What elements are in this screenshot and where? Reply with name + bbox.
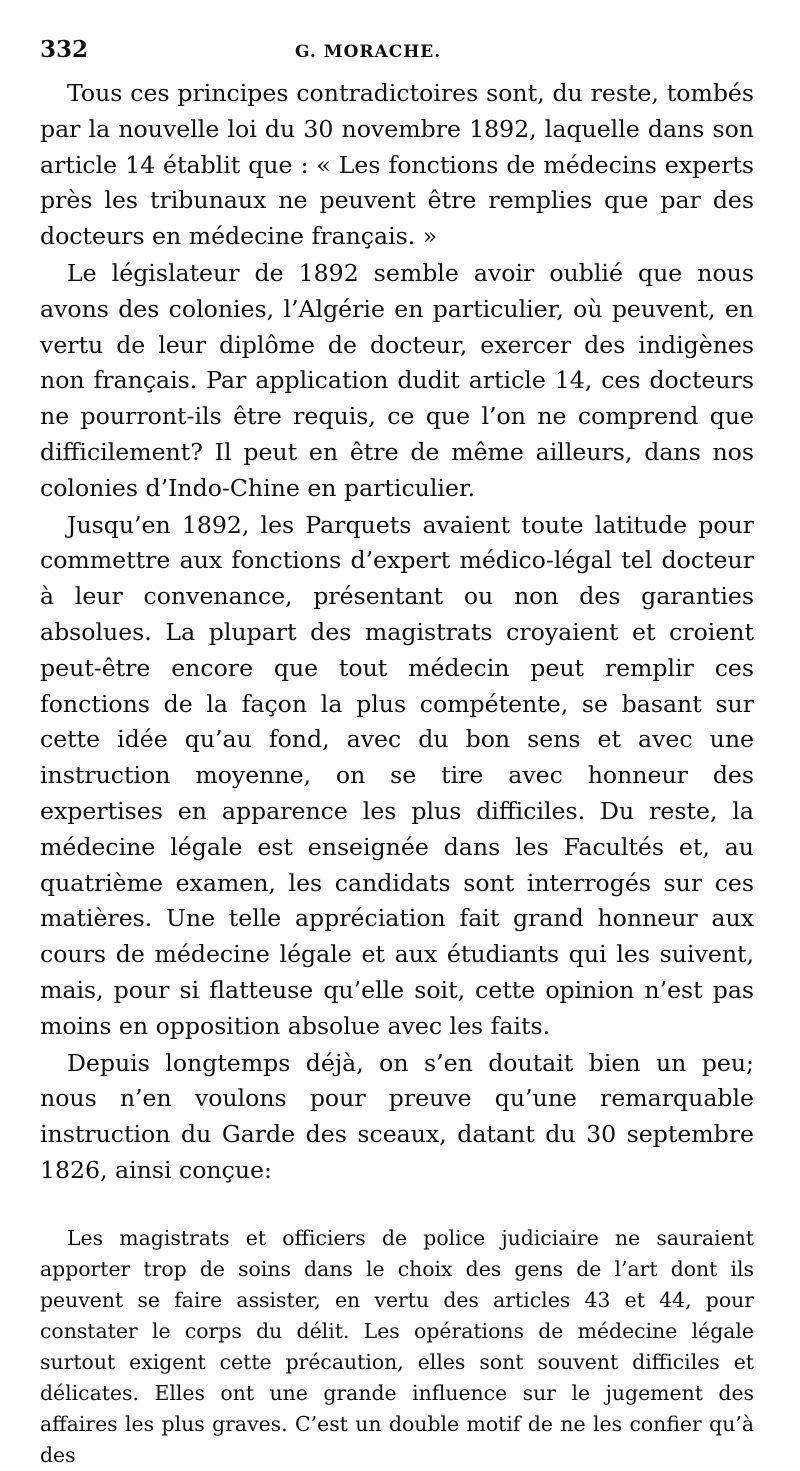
- running-head: G. MORACHE.: [295, 42, 442, 62]
- paragraph: Le législateur de 1892 semble avoir oublié que nous avons des colonies, l’Algérie en particulier, où peuvent, en vertu de leur diplôme de docteur, exercer des indigènes non français. Par application dudit article 14, ces docteurs ne pourront-ils être requis, ce que l’on ne comprend que difficilement? Il peut en être de même ailleurs, dans nos colonies d’Indo-Chine en particulier.: [40, 258, 754, 502]
- paragraph: Tous ces principes contradictoires sont, du reste, tombés par la nouvelle loi du 30 novembre 1892, laquelle dans son article 14 établit que : « Les fonctions de médecins experts près les tribunaux ne peuvent être remplies que par des docteurs en médecine français. »: [40, 79, 754, 251]
- paragraph: Depuis longtemps déjà, on s’en doutait bien un peu; nous n’en voulons pour preuve qu’une remarquable instruction du Garde des sceaux, datant du 30 septembre 1826, ainsi conçue:: [40, 1048, 754, 1184]
- page-number: 332: [40, 36, 89, 63]
- body-text: [40, 76, 754, 1189]
- block-quote: [40, 1223, 754, 1471]
- page-header: [40, 36, 754, 76]
- quote-text: Les magistrats et officiers de police judiciaire ne sauraient apporter trop de soins dans le choix des gens de l’art dont ils peuvent se faire assister, en vertu des articles 43 et 44, pour constater le corps du délit. Les opérations de médecine légale surtout exigent cette précaution, elles sont souvent difficiles et délicates. Elles ont une grande influence sur le jugement des affaires les plus graves. C’est un double motif de ne les confier qu’à des: [40, 1225, 754, 1467]
- paragraph: Jusqu’en 1892, les Parquets avaient toute latitude pour commettre aux fonctions d’expert médico-légal tel docteur à leur convenance, présentant ou non des garanties absolues. La plupart des magistrats croyaient et croient peut-être encore que tout médecin peut remplir ces fonctions de la façon la plus compétente, se basant sur cette idée qu’au fond, avec du bon sens et avec une instruction moyenne, on se tire avec honneur des expertises en apparence les plus difficiles. Du reste, la médecine légale est enseignée dans les Facultés et, au quatrième examen, les candidats sont interrogés sur ces matières. Une telle appréciation fait grand honneur aux cours de médecine légale et aux étudiants qui les suivent, mais, pour si flatteuse qu’elle soit, cette opinion n’est pas moins en opposition absolue avec les faits.: [40, 510, 754, 1040]
